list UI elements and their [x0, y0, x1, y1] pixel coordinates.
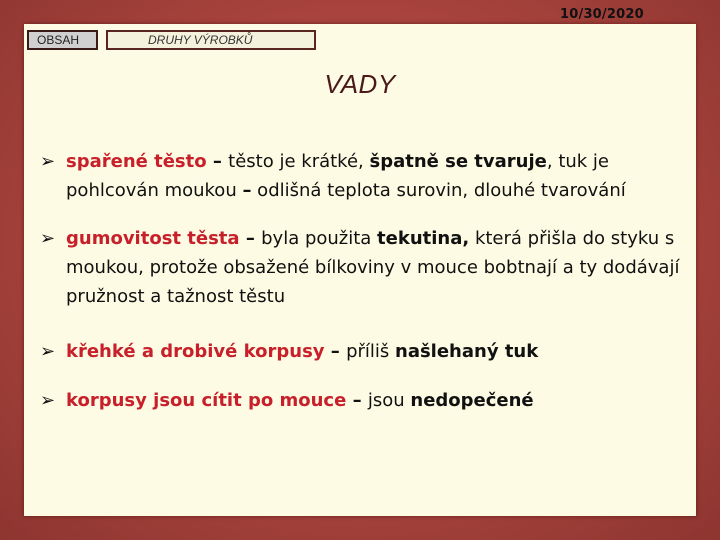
slide-title-text: VADY	[324, 69, 396, 99]
bullet-text: těsto je krátké,	[228, 151, 370, 172]
bullet-term: gumovitost těsta	[66, 228, 240, 249]
arrow-bullet-icon: ➢	[40, 341, 56, 362]
bullet-text: která přišla do styku s moukou, protože obsažené bílkoviny v mouce bobtnají a ty dodávají pružnost a tažnost těstu	[66, 228, 680, 307]
date-label: 10/30/2020	[560, 7, 644, 22]
bullet-dash: –	[324, 341, 347, 362]
bullet-bold: tekutina,	[377, 228, 470, 249]
bullet-text: jsou	[367, 390, 411, 411]
bullet-text: odlišná teplota surovin, dlouhé tvarování	[251, 180, 626, 201]
bullet-dash: –	[239, 228, 262, 249]
arrow-bullet-icon: ➢	[40, 228, 56, 249]
arrow-bullet-icon: ➢	[40, 151, 56, 172]
bullet-term: korpusy jsou cítit po mouce	[66, 390, 347, 411]
slide-title	[0, 69, 720, 100]
bullet-dash: –	[242, 180, 252, 201]
bullet-bold: špatně se tvaruje	[369, 151, 547, 172]
bullet-dash: –	[206, 151, 229, 172]
bullet-text: byla použita	[261, 228, 378, 249]
bullet-text: příliš	[346, 341, 395, 362]
bullet-bold: nedopečené	[410, 390, 534, 411]
bullet-term: křehké a drobivé korpusy	[66, 341, 325, 362]
nav-button-obsah[interactable]: OBSAH	[27, 30, 98, 50]
bullet-dash: –	[346, 390, 368, 411]
nav-button-druhy-vyrobku[interactable]: DRUHY VÝROBKŮ	[106, 30, 316, 50]
bullet-term: spařené těsto	[66, 151, 207, 172]
arrow-bullet-icon: ➢	[40, 390, 56, 411]
bullet-text: , tuk je pohlcován moukou	[66, 151, 610, 201]
bullet-bold: našlehaný tuk	[395, 341, 539, 362]
